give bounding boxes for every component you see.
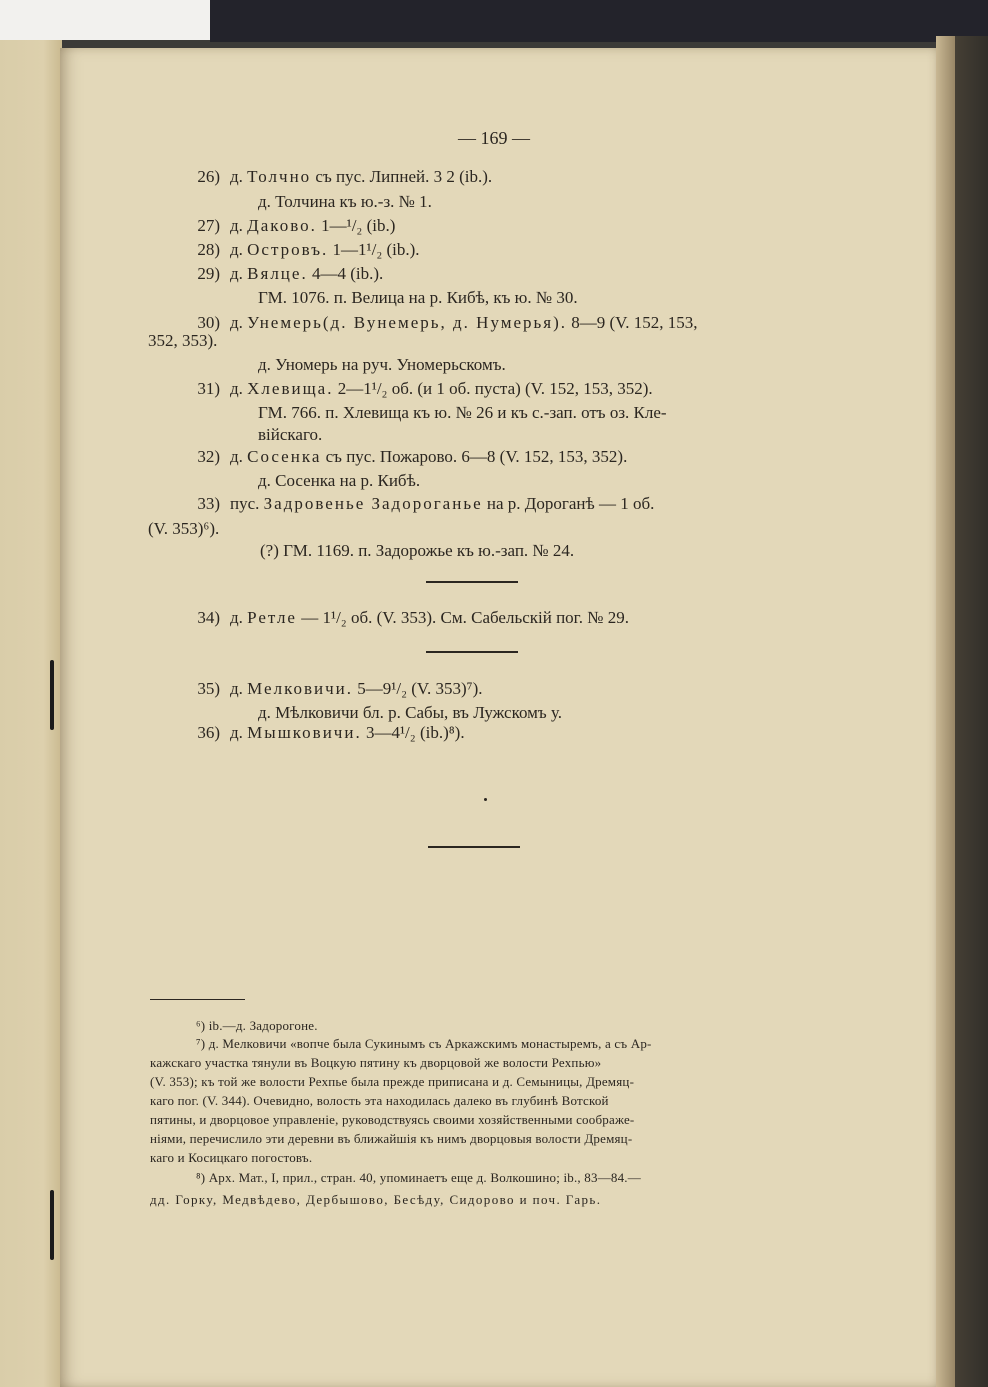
page-number: — 169 — — [458, 128, 530, 148]
entry-note: ГМ. 766. п. Хлевища къ ю. № 26 и къ с.-зап. отъ оз. Кле- — [258, 403, 667, 422]
footnote-line: ⁸) Арх. Мат., I, прил., стран. 40, упоминаетъ еще д. Волкошино; ib., 83—84.— — [196, 1170, 641, 1185]
binding-mark — [50, 660, 54, 730]
entry-text: д. Мышковичи. 3—4¹/₂ (ib.)⁸). — [230, 723, 465, 742]
entry-text: пус. Задровенье Задороганье на р. Дороганѣ — 1 об. — [230, 494, 655, 513]
footnote-line: ніями, перечислило эти деревни въ ближайшія къ нимъ дворцовыя волости Дремяц- — [150, 1131, 633, 1146]
end-rule — [428, 846, 520, 848]
entry-note: ГМ. 1076. п. Велица на р. Кибѣ, къ ю. № 30. — [258, 288, 578, 307]
footnote-line: (V. 353); къ той же волости Рехпье была прежде приписана и д. Семыницы, Дремяц- — [150, 1074, 635, 1089]
entry-number: 28) — [197, 240, 220, 259]
footnote-line: ⁶) ib.—д. Задорогоне. — [196, 1018, 318, 1033]
footnote-rule — [150, 999, 245, 1000]
left-page-edge — [0, 40, 62, 1387]
entry-text: д. Хлевища. 2—1¹/₂ об. (и 1 об. пуста) (V. 152, 153, 352). — [230, 379, 653, 398]
entry-text: д. Толчно съ пус. Липней. 3 2 (ib.). — [230, 167, 493, 186]
entry-text: д. Даково. 1—¹/₂ (ib.) — [230, 216, 396, 235]
background-dark-top — [210, 0, 988, 42]
entry-text: д. Островъ. 1—1¹/₂ (ib.). — [230, 240, 420, 259]
entry-note: (?) ГМ. 1169. п. Задорожье къ ю.-зап. № 24. — [260, 541, 575, 560]
footnote-line: каго пог. (V. 344). Очевидно, волость эта находилась далеко въ глубинѣ Вотской — [150, 1093, 609, 1108]
entry-number: 34) — [197, 608, 220, 627]
entry-note: д. Уномерь на руч. Уномерьскомъ. — [258, 355, 506, 374]
entry-number: 36) — [197, 723, 220, 742]
footnote-line: кажскаго участка тянули въ Воцкую пятину къ дворцовой же волости Рехпью» — [150, 1055, 602, 1070]
book-cover-edge — [955, 36, 988, 1387]
entry-note: д. Мѣлковичи бл. р. Сабы, въ Лужскомъ у. — [258, 703, 562, 722]
entry-text: д. Мелковичи. 5—9¹/₂ (V. 353)⁷). — [230, 679, 483, 698]
entry-number: 33) — [197, 494, 220, 513]
footnote-line: пятины, и дворцовое управленіе, руководствуясь своими хозяйственными соображе- — [150, 1112, 635, 1127]
entry-continuation: (V. 353)⁶). — [148, 519, 220, 538]
entry-continuation: 352, 353). — [148, 331, 218, 350]
footnote-line: ⁷) д. Мелковичи «вопче была Сукинымъ съ Аркажскимъ монастыремъ, а съ Ар- — [196, 1036, 652, 1051]
entry-text: д. Вялце. 4—4 (ib.). — [230, 264, 384, 283]
entry-number: 31) — [197, 379, 220, 398]
footnote-line: дд. Горку, Медвѣдево, Дербышово, Бесѣду, Сидорово и поч. Гарь. — [150, 1192, 602, 1207]
entry-note: д. Толчина къ ю.-з. № 1. — [258, 192, 432, 211]
section-rule — [426, 651, 518, 653]
entry-number: 32) — [197, 447, 220, 466]
entry-note: війскаго. — [258, 425, 323, 444]
entry-text: д. Сосенка съ пус. Пожарово. 6—8 (V. 152, 153, 352). — [230, 447, 628, 466]
section-rule — [426, 581, 518, 583]
entry-note: д. Сосенка на р. Кибѣ. — [258, 471, 421, 490]
entry-number: 29) — [197, 264, 220, 283]
entry-number: 30) — [197, 313, 220, 332]
entry-text: д. Унемерь(д. Вунемерь, д. Нумерья). 8—9 (V. 152, 153, — [230, 313, 698, 332]
entry-number: 35) — [197, 679, 220, 698]
entry-number: 27) — [197, 216, 220, 235]
page-speck — [484, 798, 487, 801]
footnote-line: каго и Косицкаго погостовъ. — [150, 1150, 313, 1165]
entry-text: д. Ретле — 1¹/₂ об. (V. 353). См. Сабельскій пог. № 29. — [230, 608, 629, 627]
entry-number: 26) — [197, 167, 220, 186]
binding-mark — [50, 1190, 54, 1260]
